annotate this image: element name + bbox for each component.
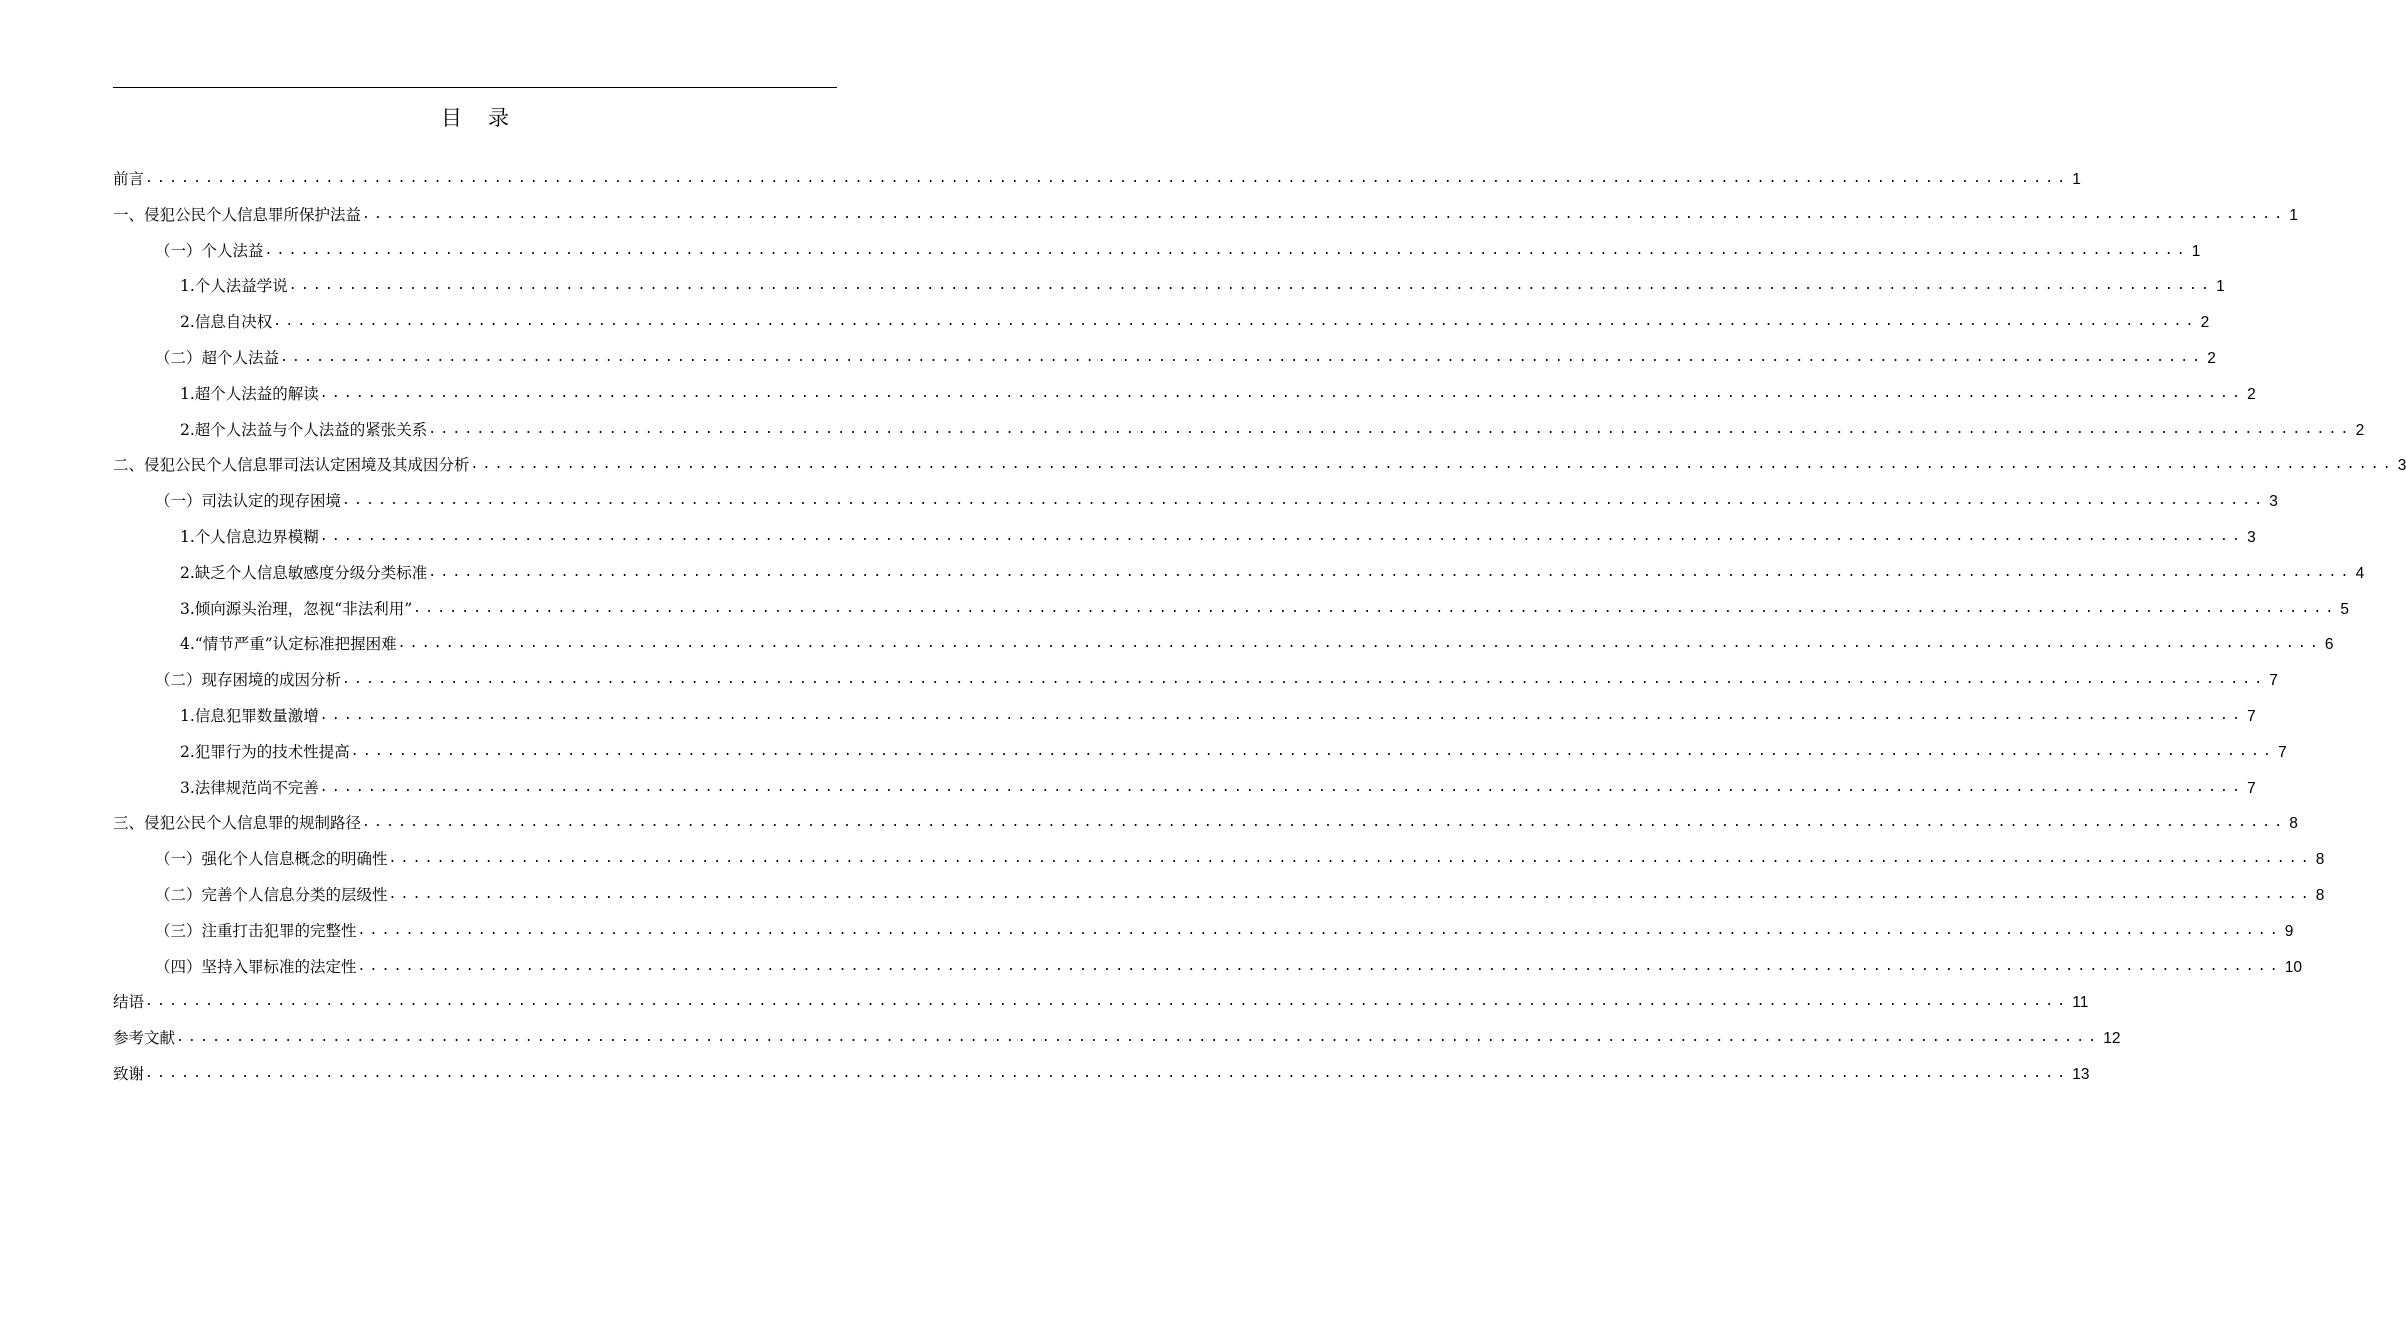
toc-entry[interactable]: [113, 520, 2256, 556]
toc-entry-label: 3.倾向源头治理，忽视“非法利用”: [180, 599, 413, 618]
toc-entry-page: 9: [2284, 922, 2294, 940]
toc-entry-page: 3: [2247, 528, 2256, 546]
toc-entry[interactable]: [113, 1057, 2090, 1093]
toc-entry-page: 5: [2340, 600, 2350, 618]
toc-entry-label: 3.法律规范尚不完善: [180, 778, 319, 797]
toc-entry-label: （四）坚持入罪标准的法定性: [155, 957, 357, 976]
toc-entry-page: 2: [2247, 385, 2256, 403]
toc-entry-label: 结语: [113, 993, 145, 1012]
toc-entry-page: 8: [2315, 851, 2325, 869]
toc-entry[interactable]: [113, 448, 2406, 484]
toc-entry-page: 2: [2207, 349, 2216, 367]
toc-entry[interactable]: [113, 269, 2225, 305]
toc-entry-page: 2: [2355, 421, 2365, 439]
toc-entry-label: 参考文献: [113, 1029, 176, 1048]
dot-leader: ................................................................................................................................................................: [273, 314, 2198, 330]
toc-entry-page: 10: [2284, 958, 2303, 976]
toc-entry[interactable]: [113, 305, 2210, 341]
toc-entry[interactable]: [113, 914, 2294, 950]
toc-entry[interactable]: [113, 234, 2201, 270]
toc-entry[interactable]: [113, 556, 2365, 592]
toc-entry[interactable]: [113, 198, 2298, 234]
toc-entry-label: （二）超个人法益: [155, 348, 280, 367]
toc-entry-label: 1.个人信息边界模糊: [180, 527, 319, 546]
toc-entry-page: 1: [2289, 206, 2298, 224]
toc-entry[interactable]: [113, 484, 2278, 520]
dot-leader: ................................................................................................................................................................: [264, 242, 2189, 258]
dot-leader: ................................................................................................................................................................: [145, 994, 2070, 1010]
toc-entry[interactable]: [113, 1021, 2121, 1057]
dot-leader: ................................................................................................................................................................: [176, 1030, 2101, 1046]
toc-entry[interactable]: [113, 735, 2287, 771]
toc-entry[interactable]: [113, 413, 2365, 449]
toc-entry-page: 7: [2247, 707, 2256, 725]
toc-entry-label: 1.信息犯罪数量激增: [180, 706, 319, 725]
toc-entry[interactable]: [113, 950, 2303, 986]
toc-entry[interactable]: [113, 699, 2256, 735]
dot-leader: ................................................................................................................................................................: [388, 886, 2313, 902]
toc-entry-label: 三、侵犯公民个人信息罪的规制路径: [113, 814, 362, 833]
toc-entry[interactable]: [113, 663, 2278, 699]
toc-entry-label: （二）完善个人信息分类的层级性: [155, 885, 388, 904]
toc-entry-page: 4: [2355, 564, 2365, 582]
toc-entry-page: 7: [2269, 672, 2278, 690]
toc-entry-label: 2.犯罪行为的技术性提高: [180, 742, 350, 761]
toc-entry-label: （一）强化个人信息概念的明确性: [155, 850, 388, 869]
dot-leader: ................................................................................................................................................................: [350, 743, 2276, 759]
toc-entry-label: 2.缺乏个人信息敏感度分级分类标准: [180, 563, 428, 582]
toc-entry-label: 4.“情节严重”认定标准把握困难: [180, 635, 397, 654]
toc-entry-page: 2: [2200, 314, 2210, 332]
dot-leader: ................................................................................................................................................................: [428, 564, 2353, 580]
toc-entry[interactable]: [113, 771, 2256, 807]
toc-entry-label: （一）司法认定的现存困境: [155, 492, 342, 511]
dot-leader: ................................................................................................................................................................: [357, 922, 2282, 938]
toc-entry-page: 12: [2103, 1030, 2121, 1048]
dot-leader: ................................................................................................................................................................: [145, 171, 2070, 186]
toc-entry-page: 13: [2072, 1065, 2090, 1083]
toc-entry-label: 二、侵犯公民个人信息罪司法认定困境及其成因分析: [113, 456, 470, 475]
toc-entry-label: 致谢: [113, 1064, 145, 1083]
toc-entry-label: （二）现存困境的成因分析: [155, 671, 342, 690]
dot-leader: ................................................................................................................................................................: [413, 600, 2338, 616]
toc-entry[interactable]: [113, 842, 2325, 878]
toc-entry-page: 8: [2289, 815, 2298, 833]
toc-entry-page: 1: [2216, 278, 2225, 296]
dot-leader: ................................................................................................................................................................: [342, 493, 2267, 509]
toc-entry-page: 7: [2247, 779, 2256, 797]
dot-leader: ................................................................................................................................................................: [342, 672, 2267, 688]
dot-leader: ................................................................................................................................................................: [288, 278, 2214, 294]
toc-entry[interactable]: [113, 592, 2350, 628]
header-rule: [113, 87, 837, 88]
toc-entry-page: 11: [2072, 994, 2089, 1012]
toc-title: 目录: [441, 106, 535, 130]
toc-entry[interactable]: [113, 377, 2256, 413]
toc-entry-page: 1: [2072, 171, 2081, 188]
dot-leader: ................................................................................................................................................................: [319, 707, 2245, 723]
toc-entry[interactable]: [113, 878, 2325, 914]
dot-leader: ................................................................................................................................................................: [319, 385, 2245, 401]
toc-entry-page: 6: [2324, 636, 2334, 654]
dot-leader: ................................................................................................................................................................: [280, 349, 2205, 365]
dot-leader: ................................................................................................................................................................: [388, 851, 2313, 867]
toc-entry-label: （一）个人法益: [155, 241, 264, 260]
toc-entry[interactable]: [113, 162, 2081, 198]
table-of-contents: [113, 162, 2406, 1093]
toc-entry-page: 7: [2278, 743, 2287, 761]
dot-leader: ................................................................................................................................................................: [362, 206, 2287, 222]
dot-leader: ................................................................................................................................................................: [428, 421, 2353, 437]
toc-entry-label: 1.超个人法益的解读: [180, 384, 319, 403]
dot-leader: ................................................................................................................................................................: [145, 1065, 2070, 1081]
toc-entry[interactable]: [113, 341, 2216, 377]
toc-entry-label: 一、侵犯公民个人信息罪所保护法益: [113, 205, 362, 224]
toc-entry-page: 3: [2397, 457, 2406, 475]
dot-leader: ................................................................................................................................................................: [470, 457, 2395, 473]
toc-entry-label: 2.信息自决权: [180, 313, 273, 332]
dot-leader: ................................................................................................................................................................: [319, 528, 2245, 544]
toc-entry[interactable]: [113, 985, 2089, 1021]
toc-entry[interactable]: [113, 627, 2334, 663]
toc-entry-label: 1.个人法益学说: [180, 277, 288, 296]
toc-entry-label: （三）注重打击犯罪的完整性: [155, 921, 357, 940]
toc-entry-label: 前言: [113, 170, 145, 188]
toc-entry[interactable]: [113, 806, 2298, 842]
dot-leader: ................................................................................................................................................................: [362, 815, 2287, 831]
dot-leader: ................................................................................................................................................................: [319, 779, 2245, 795]
toc-entry-label: 2.超个人法益与个人法益的紧张关系: [180, 420, 428, 439]
toc-entry-page: 8: [2315, 886, 2325, 904]
toc-entry-page: 3: [2269, 493, 2278, 511]
toc-entry-page: 1: [2191, 242, 2201, 260]
dot-leader: ................................................................................................................................................................: [397, 636, 2322, 652]
dot-leader: ................................................................................................................................................................: [357, 958, 2282, 974]
